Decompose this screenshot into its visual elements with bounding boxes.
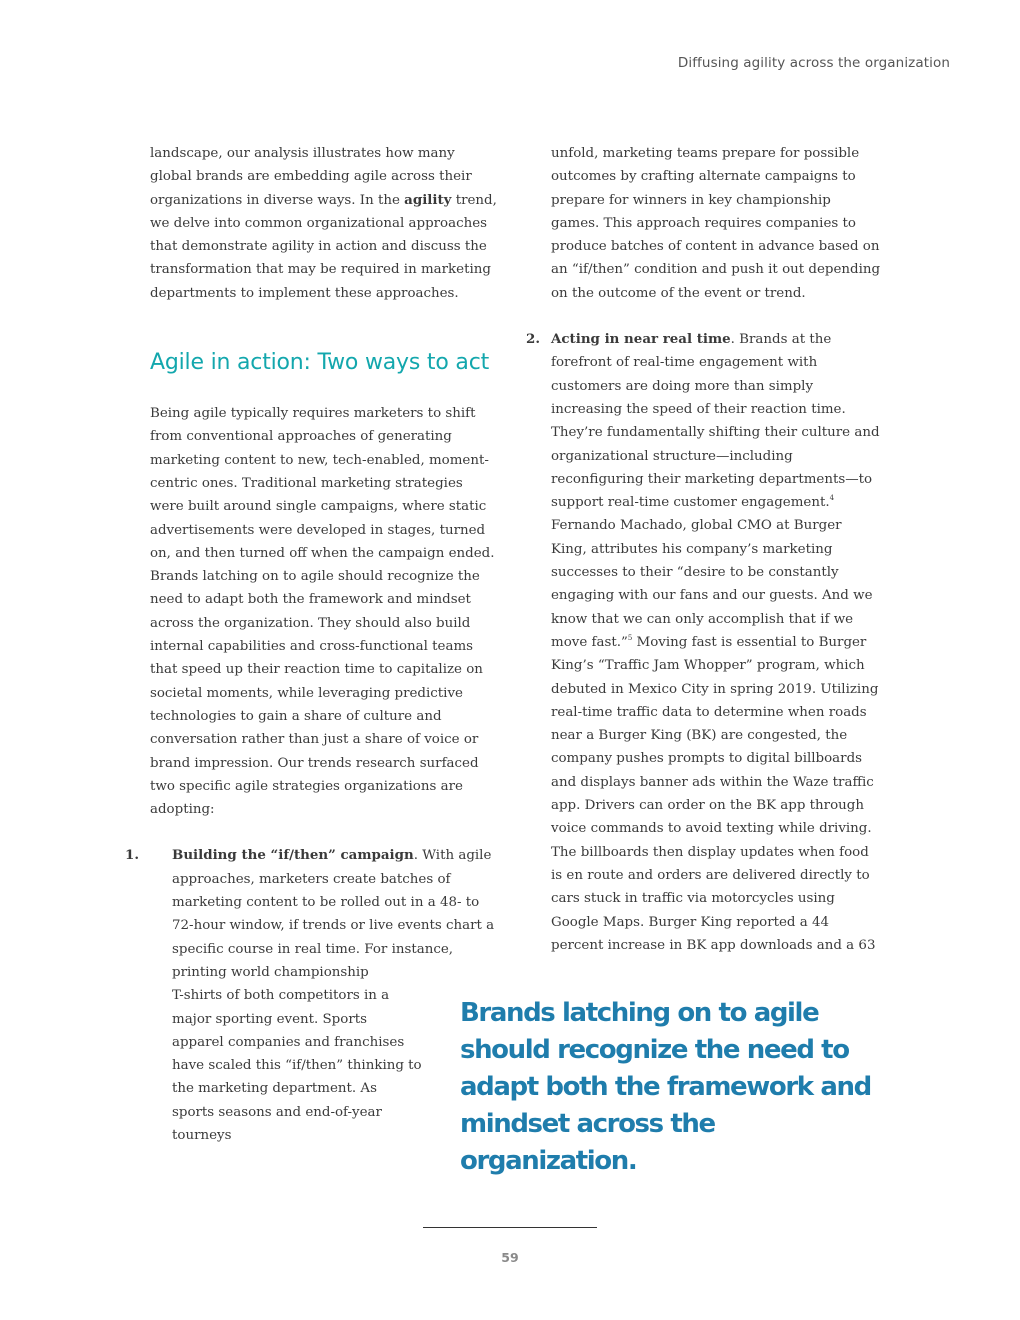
pull-quote: Brands latching on to agile should recognize the need to adapt both the framework and mindset across the organization.: [460, 998, 871, 1176]
page-number: 59: [501, 1250, 519, 1265]
section-heading: Agile in action: Two ways to act: [150, 350, 490, 376]
list-item-1-title: Building the “if/then” campaign: [172, 847, 414, 864]
list-item-1-body: . With agile approaches, marketers create batches of marketing content to be rolled out in a 48- to 72-hour window, if trends or live events chart a specific course in real time. For instance, printing world championship: [172, 848, 495, 980]
right-column: [526, 142, 881, 957]
list-item-2-body-b: Fernando Machado, global CMO at Burger King, attributes his company’s marketing successes to their “desire to be constantly engaging with our fans and our guests. And we know that we can only accomplish that if we move fast.”: [551, 518, 873, 650]
continuation-paragraph: unfold, marketing teams prepare for possible outcomes by crafting alternate campaigns to prepare for winners in key championship games. This approach requires companies to produce batches of content in advance based on an “if/then” condition and push it out depending on the outcome of the event or trend.: [551, 146, 881, 301]
footnote-4: 4: [829, 494, 835, 503]
list-item-2-body-a: . Brands at the forefront of real-time engagement with customers are doing more than simply increasing the speed of their reaction time. They’re fundamentally shifting their culture and organizational structure—including reconfiguring their marketing departments—to support real-time customer engagement.: [551, 332, 880, 511]
footnote-5: 5: [627, 633, 633, 642]
list-item-1-wrapped-text: T-shirts of both competitors in a major sporting event. Sports apparel companies and franchises have scaled this “if/then” thinking to the marketing department. As sports seasons and end-of-year tourneys: [172, 988, 422, 1143]
intro-paragraph: [150, 142, 500, 305]
list-item-1-number: 1.: [125, 847, 139, 864]
agility-keyword: agility: [404, 191, 452, 208]
left-column: [125, 142, 500, 1147]
list-item-1: [125, 844, 500, 1147]
list-item-2-number: 2.: [526, 331, 540, 348]
body-paragraph: Being agile typically requires marketers to shift from conventional approaches of generating marketing content to new, tech-enabled, moment-centric ones. Traditional marketing strategies were built around single campaigns, where static advertisements were developed in stages, turned on, and then turned off when the campaign ended. Brands latching on to agile should recognize the need to adapt both the framework and mindset across the organization. They should also build internal capabilities and cross-functional teams that speed up their reaction time to capitalize on societal moments, while leveraging predictive technologies to gain a share of culture and conversation rather than just a share of voice or brand impression. Our trends research surfaced two specific agile strategies organizations are adopting:: [150, 406, 495, 818]
list-item-2: [526, 328, 881, 957]
list-item-1-text: [172, 844, 500, 984]
intro-text-start: landscape, our analysis illustrates how many global brands are embedding agile across their organizations in diverse ways. In the: [150, 146, 472, 208]
footer-rule: [423, 1227, 597, 1228]
intro-text-end: trend, we delve into common organizational approaches that demonstrate agility in action and discuss the transformation that may be required in marketing departments to implement these approaches.: [150, 192, 497, 301]
list-item-2-title: Acting in near real time: [551, 331, 731, 348]
list-item-2-text: [551, 328, 881, 957]
list-item-2-body-c: Moving fast is essential to Burger King’s “Traffic Jam Whopper” program, which debuted in Mexico City in spring 2019. Utilizing real-time traffic data to determine when roads near a Burger King (BK) are congested, the company pushes prompts to digital billboards and displays banner ads within the Waze traffic app. Drivers can order on the BK app through voice commands to avoid texting while driving. The billboards then display updates when food is en route and orders are delivered directly to cars stuck in traffic via motorcycles using Google Maps. Burger King reported a 44 percent increase in BK app downloads and a 63: [551, 634, 879, 953]
running-header: Diffusing agility across the organization: [677, 55, 950, 71]
